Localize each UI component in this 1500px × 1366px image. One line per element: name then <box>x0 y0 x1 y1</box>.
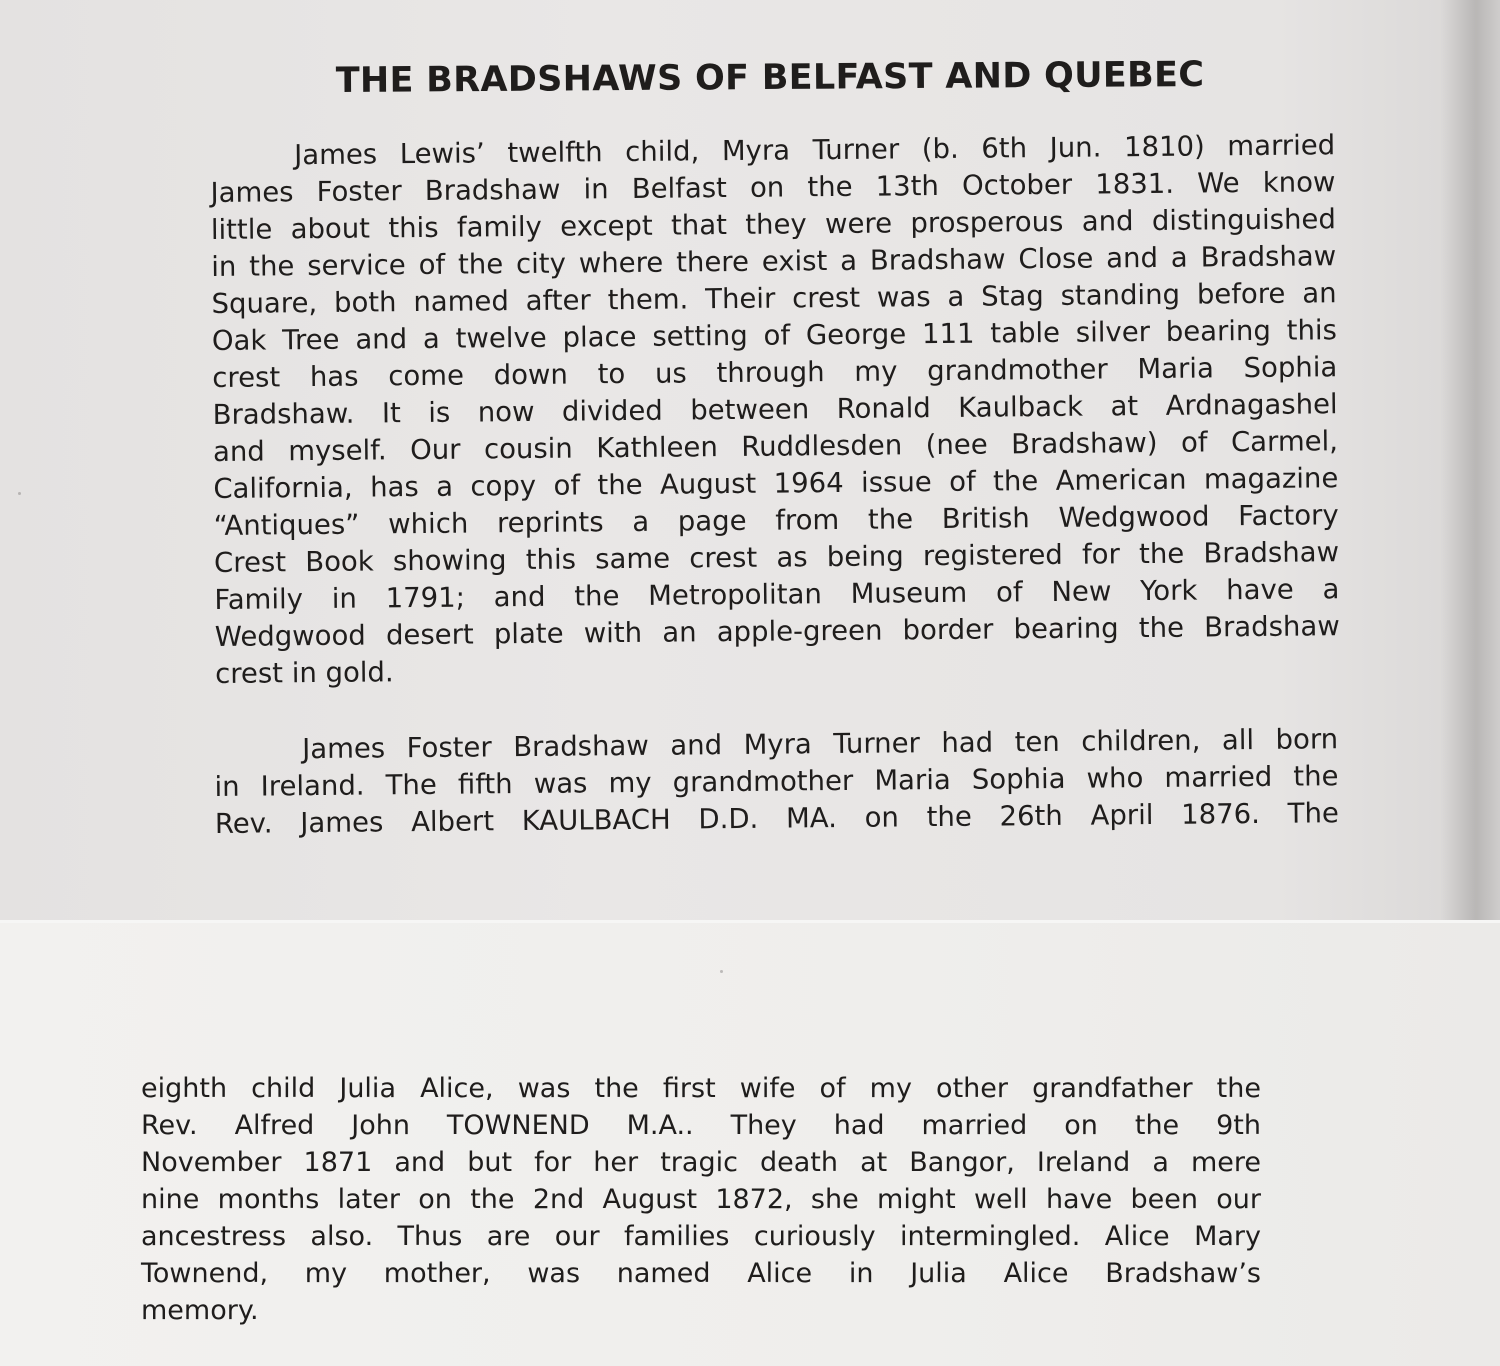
text-line: Rev. James Albert KAULBACH D.D. MA. on the 26th April 1876. The <box>214 797 1339 840</box>
text-line: California, has a copy of the August 1964 issue of the American magazine <box>213 462 1339 505</box>
text-line: crest in gold. <box>214 656 394 690</box>
text-line: Square, both named after them. Their crest was a Stag standing before an <box>211 277 1337 320</box>
paragraph-3 <box>141 1070 1261 1329</box>
text-line: in the service of the city where there exist a Bradshaw Close and a Bradshaw <box>211 240 1337 283</box>
page-title: THE BRADSHAWS OF BELFAST AND QUEBEC <box>335 54 1205 102</box>
text-line: “Antiques” which reprints a page from the British Wedgwood Factory <box>213 499 1339 542</box>
text-line: Wedgwood desert plate with an apple-green border bearing the Bradshaw <box>214 610 1340 653</box>
text-line: Oak Tree and a twelve place setting of George 111 table silver bearing this <box>211 314 1338 357</box>
text-line: Rev. Alfred John TOWNEND M.A.. They had married on the 9th <box>141 1110 1261 1141</box>
text-line: Family in 1791; and the Metropolitan Museum of New York have a <box>214 573 1340 616</box>
text-line: James Lewis’ twelfth child, Myra Turner (b. 6th Jun. 1810) married <box>294 129 1336 172</box>
text-line: and myself. Our cousin Kathleen Ruddlesden (nee Bradshaw) of Carmel, <box>212 425 1339 468</box>
text-line: crest has come down to us through my grandmother Maria Sophia <box>212 351 1338 394</box>
text-line: nine months later on the 2nd August 1872, she might well have been our <box>141 1184 1261 1215</box>
text-line: Crest Book showing this same crest as being registered for the Bradshaw <box>213 536 1340 579</box>
text-line: James Foster Bradshaw in Belfast on the 13th October 1831. We know <box>210 166 1336 209</box>
paper-speck <box>720 970 723 973</box>
text-line: eighth child Julia Alice, was the first wife of my other grandfather the <box>141 1073 1261 1104</box>
text-line: in Ireland. The fifth was my grandmother Maria Sophia who married the <box>214 760 1339 803</box>
scan-seam <box>0 920 1500 923</box>
text-line: Townend, my mother, was named Alice in Julia Alice Bradshaw’s <box>141 1258 1261 1289</box>
paper-speck <box>18 492 21 495</box>
text-line: November 1871 and but for her tragic death at Bangor, Ireland a mere <box>141 1147 1261 1178</box>
text-line: ancestress also. Thus are our families curiously intermingled. Alice Mary <box>141 1221 1261 1252</box>
text-line: James Foster Bradshaw and Myra Turner had ten children, all born <box>302 723 1339 766</box>
paragraph-1 <box>210 127 1340 693</box>
text-line: Bradshaw. It is now divided between Ronald Kaulback at Ardnagashel <box>212 388 1338 431</box>
text-line: memory. <box>141 1295 259 1326</box>
paragraph-2 <box>214 721 1339 843</box>
text-line: little about this family except that they were prosperous and distinguished <box>210 203 1336 246</box>
